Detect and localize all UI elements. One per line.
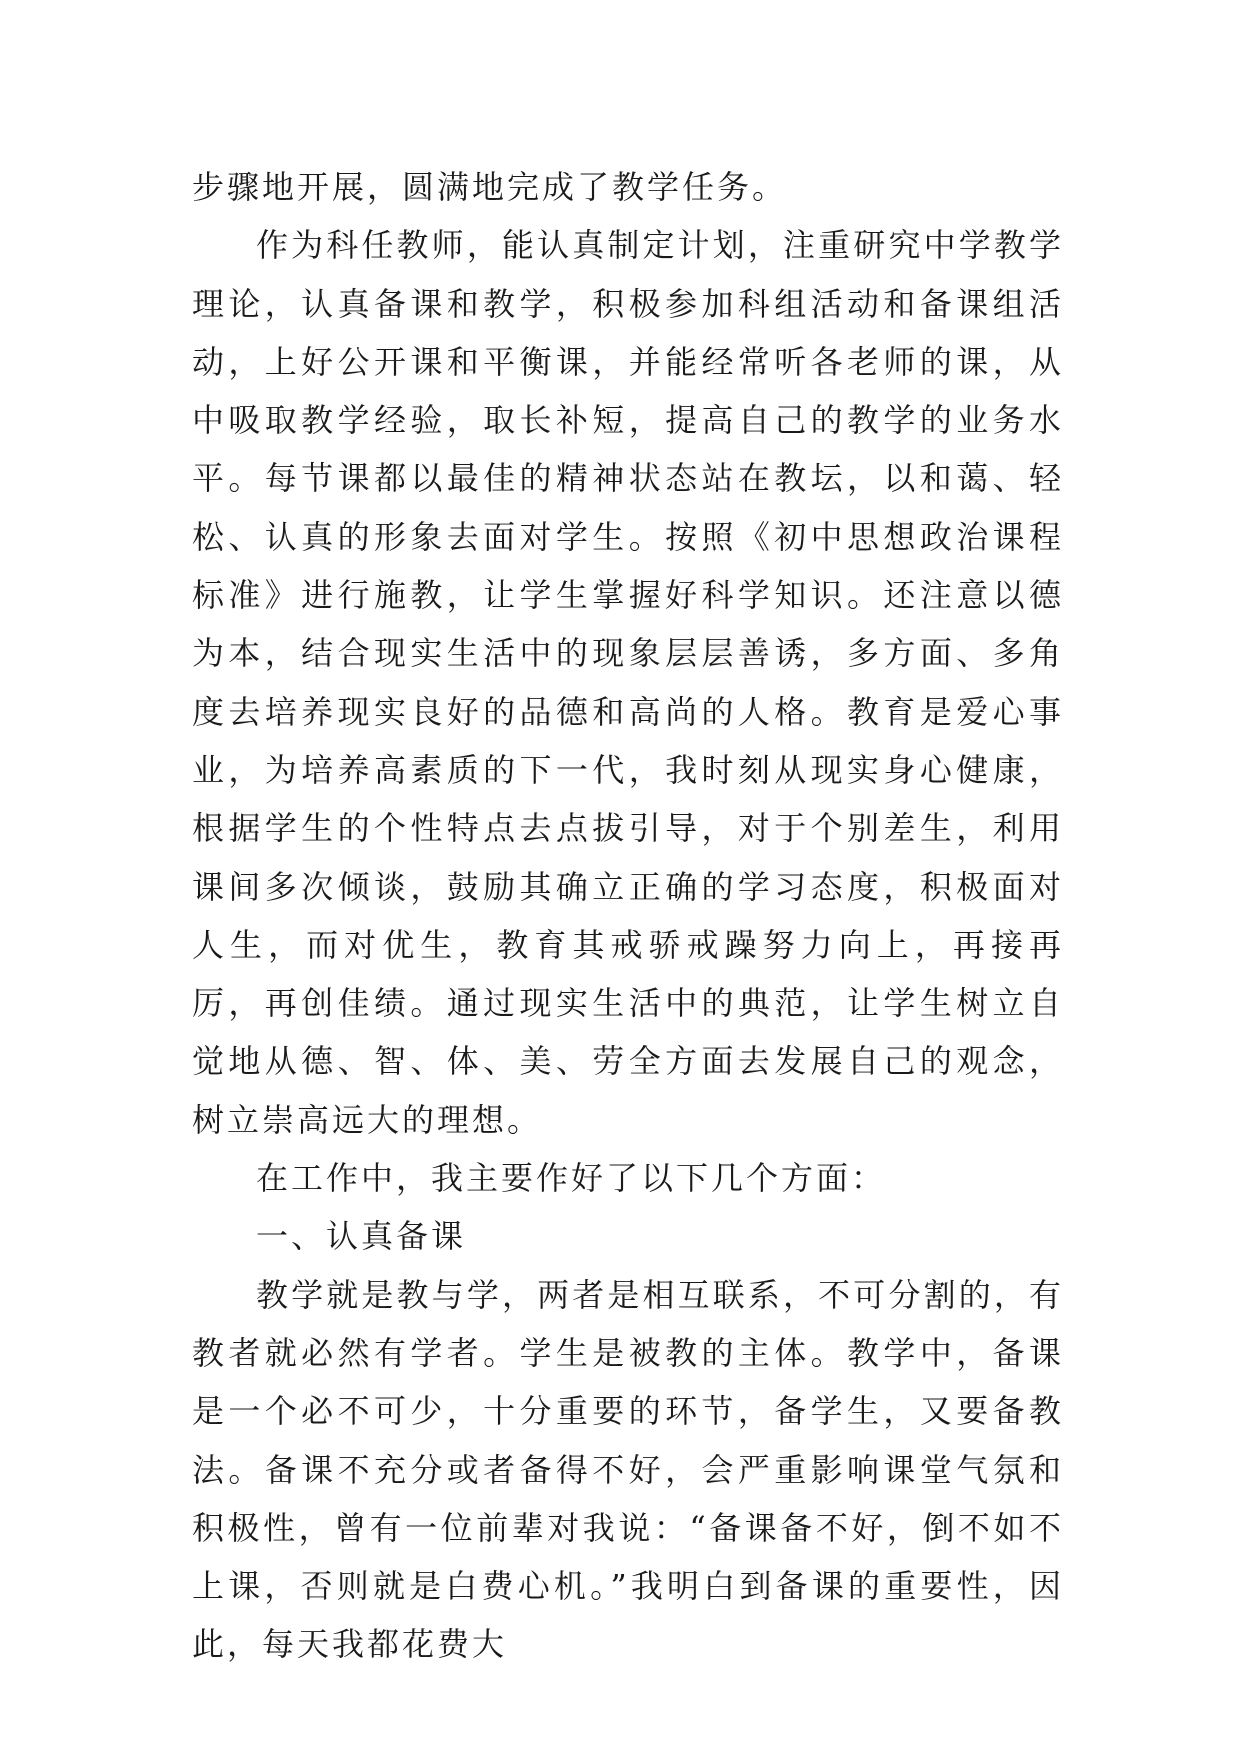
section-heading-lesson-prep: 一、认真备课 [256,1217,467,1256]
paragraph-teacher-duties: 作为科任教师，能认真制定计划，注重研究中学教学理论，认真备课和教学，积极参加科组活动和备课组活动，上好公开课和平衡课，并能经常听各老师的课，从中吸取教学经验，取长补短，提高自己的教学的业务水平。每节课都以最佳的精神状态站在教坛，以和蔼、轻松、认真的形象去面对学生。按照《初中思想政治课程标准》进行施教，让学生掌握好科学知识。还注意以德为本，结合现实生活中的现象层层善诱，多方面、多角度去培养现实良好的品德和高尚的人格。教育是爱心事业，为培养高素质的下一代，我时刻从现实身心健康，根据学生的个性特点去点拔引导，对于个别差生，利用课间多次倾谈，鼓励其确立正确的学习态度，积极面对人生，而对优生，教育其戒骄戒躁努力向上，再接再厉，再创佳绩。通过现实生活中的典范，让学生树立自觉地从德、智、体、美、劳全方面去发展自己的观念，树立崇高远大的理想。 [192,226,1064,1139]
paragraph-work-aspects-intro: 在工作中，我主要作好了以下几个方面： [256,1159,887,1198]
document-body [192,158,1064,1674]
paragraph-continuation: 步骤地开展，圆满地完成了教学任务。 [192,168,788,206]
paragraph-lesson-prep: 教学就是教与学，两者是相互联系，不可分割的，有教者就必然有学者。学生是被教的主体。教学中，备课是一个必不可少，十分重要的环节，备学生，又要备教法。备课不充分或者备得不好，会严重影响课堂气氛和积极性，曾有一位前辈对我说：“备课备不好，倒不如不上课，否则就是白费心机。”我明白到备课的重要性，因此，每天我都花费大 [192,1275,1064,1664]
